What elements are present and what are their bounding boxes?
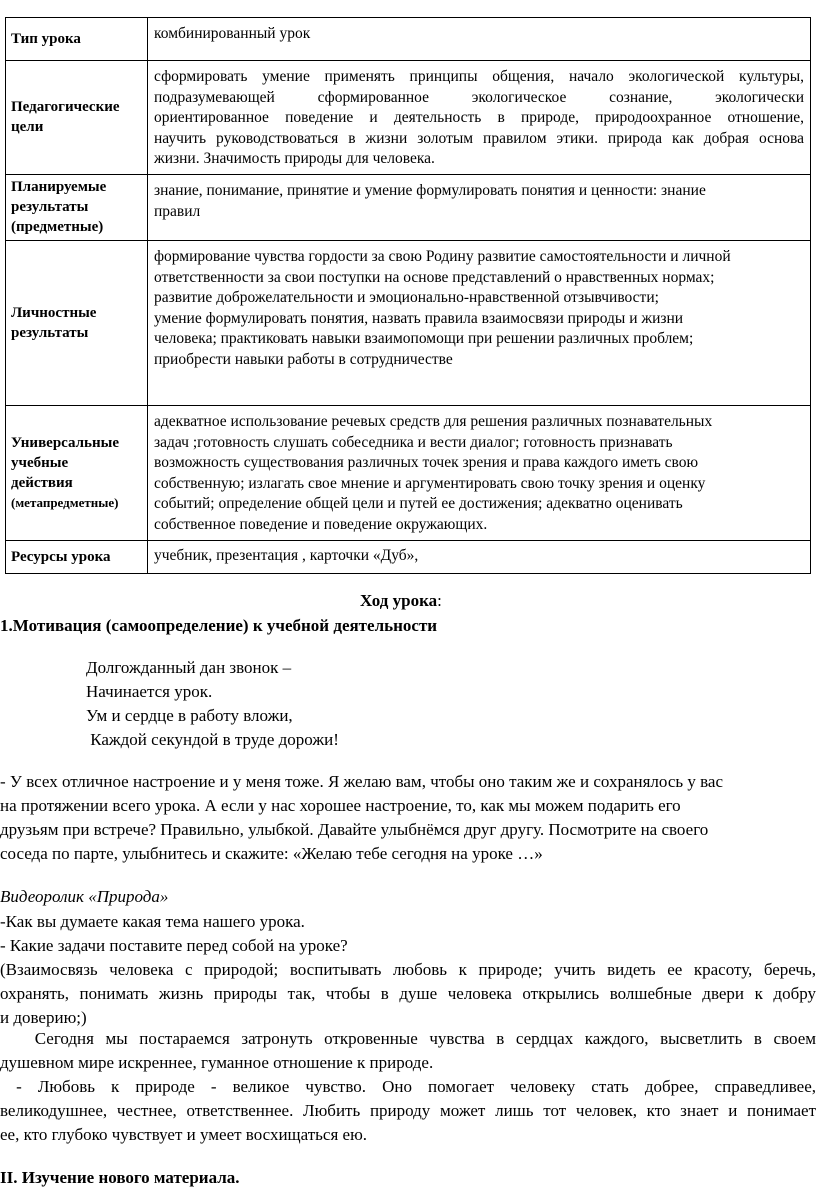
paragraph-line: - У всех отличное настроение и у меня тоже. Я желаю вам, чтобы оно таким же и сохранялось у вас [0,772,724,791]
table-row [6,540,811,573]
table-row [6,18,811,61]
lesson-info-table [5,17,811,574]
paragraph-line: ее, кто глубоко чувствует и умеет восхищаться ею. [0,1125,368,1144]
paragraph-line: великодушнее, честнее, ответственнее. Любить природу может лишь тот человек, кто знает и понимает [0,1101,816,1120]
row-value: формирование чувства гордости за свою Родину развитие самостоятельности и личной ответственности за свои поступки на основе представлений о нравственных нормах; развитие доброжелательности и эмоционально-нравственной отзывчивости; умение формулировать понятия, назвать правила взаимосвязи природы и жизни человека; практиковать навыки взаимопомощи при решении различных проблем; приобрести навыки работы в сотрудничестве [148,240,811,405]
table-row [6,174,811,240]
question-line: - Какие задачи поставите перед собой на уроке? [0,936,348,955]
lesson-heading: Ход урока: [360,591,442,610]
poem-line: Долгожданный дан звонок – [86,658,292,677]
row-value: сформировать умение применять принципы общения, начало экологической культуры, подразумевающей сформированное экологическое сознание, экологически ориентированное поведение и деятельность в природе, природоохранное отношение, научить руководствоваться в жизни золотым правилом этики. природа как добрая основа жизни. Значимость природы для человека. [148,61,811,175]
row-value: учебник, презентация , карточки «Дуб», [148,540,811,573]
row-label: Тип урока [6,18,148,61]
poem-line: Начинается урок. [86,682,213,701]
paragraph-line: друзьям при встрече? Правильно, улыбкой. Давайте улыбнёмся друг другу. Посмотрите на своего [0,820,709,839]
row-label: Педагогические цели [6,61,148,175]
section-title: II. Изучение нового материала. [0,1168,240,1187]
paragraph-line: душевном мире искреннее, гуманное отношение к природе. [0,1053,434,1072]
table-row [6,405,811,540]
row-value: знание, понимание, принятие и умение формулировать понятия и ценности: знание правил [148,174,811,240]
paragraph-line: - Любовь к природе - великое чувство. Оно помогает человеку стать добрее, справедливее, [0,1077,816,1096]
table-row [6,61,811,175]
paragraph-line: и доверию;) [0,1008,87,1027]
row-value: адекватное использование речевых средств для решения различных познавательных задач ;готовность слушать собеседника и вести диалог; готовность признавать возможность существования различных точек зрения и права каждого иметь свою собственную; излагать свое мнение и аргументировать свою точку зрения и оценку событий; определение общей цели и путей ее достижения; адекватно оценивать собственное поведение и поведение окружающих. [148,405,811,540]
table-row [6,240,811,405]
paragraph-line: на протяжении всего урока. А если у нас хорошее настроение, то, как мы можем подарить его [0,796,681,815]
paragraph-line: охранять, понимать жизнь природы так, чтобы в душе человека открылись волшебные двери к добру [0,984,816,1003]
poem-line: Каждой секундой в труде дорожи! [86,730,339,749]
question-line: -Как вы думаете какая тема нашего урока. [0,912,305,931]
row-label: Планируемые результаты (предметные) [6,174,148,240]
paragraph-line: Сегодня мы постараемся затронуть откровенные чувства в сердцах каждого, высветлить в своем [0,1029,816,1048]
section-title: 1.Мотивация (самоопределение) к учебной деятельности [0,616,438,635]
poem-line: Ум и сердце в работу вложи, [86,706,293,725]
video-title: Видеоролик «Природа» [0,887,169,906]
row-value: комбинированный урок [148,18,811,61]
row-label: Ресурсы урока [6,540,148,573]
row-label: Личностные результаты [6,240,148,405]
row-label: Универсальные учебные действия (метапредметные) [6,405,148,540]
paragraph-line: соседа по парте, улыбнитесь и скажите: «Желаю тебе сегодня на уроке …» [0,844,543,863]
paragraph-line: (Взаимосвязь человека с природой; воспитывать любовь к природе; учить видеть ее красоту, беречь, [0,960,816,979]
